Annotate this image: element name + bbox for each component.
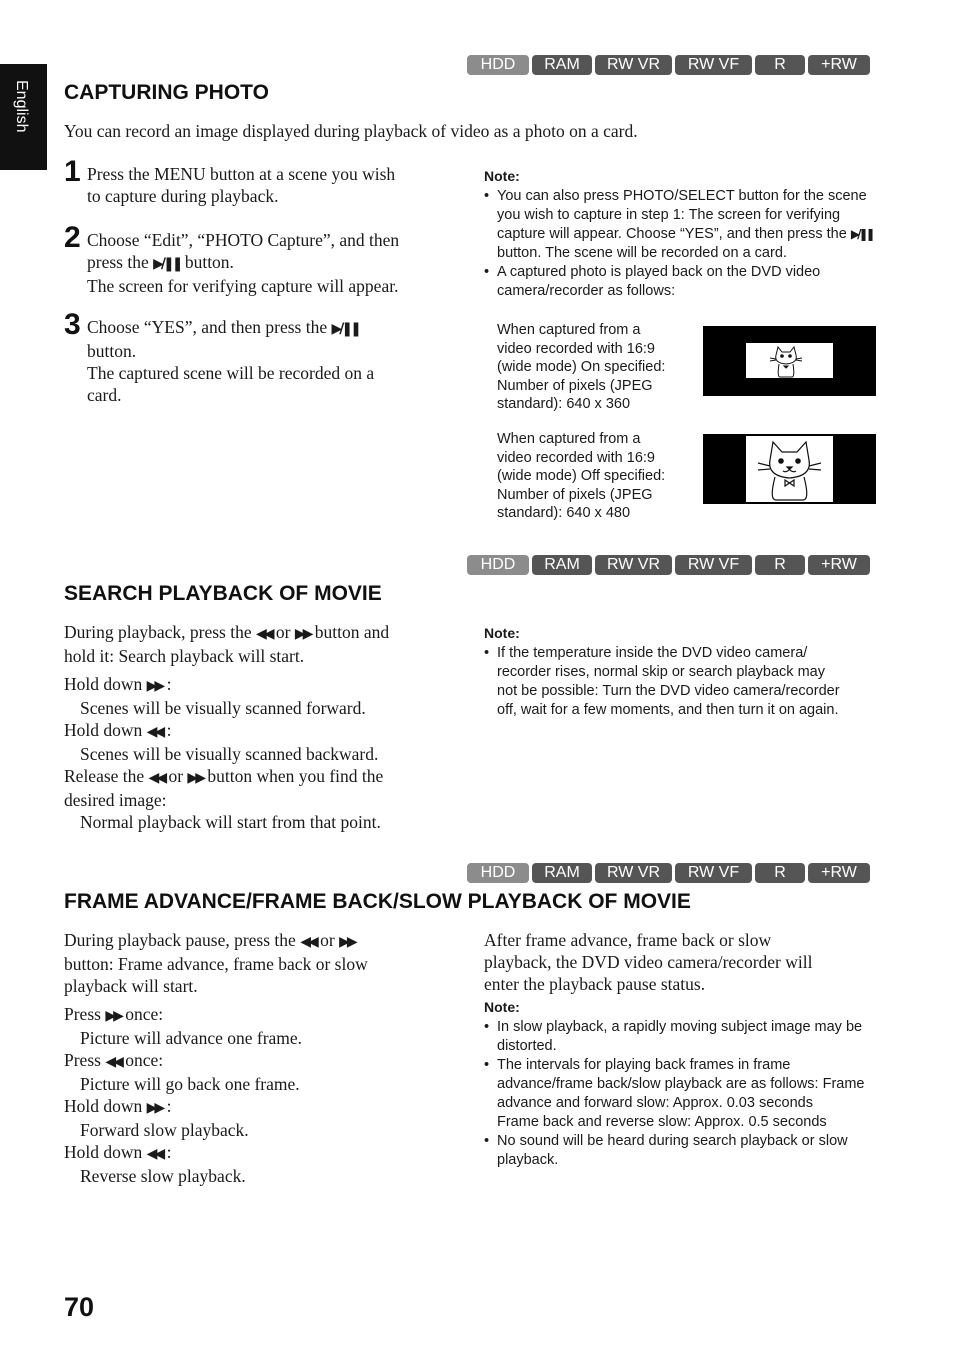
step-text-line: press the xyxy=(87,252,154,272)
badge-rw-vr: RW VR xyxy=(595,863,672,883)
step-text-line: Press the MENU button at a scene you wish xyxy=(87,164,396,184)
case-text: When captured from a xyxy=(497,431,641,447)
case-text: (wide mode) Off specified: xyxy=(497,468,666,484)
badge-plus-rw: +RW xyxy=(808,555,870,575)
note-text: recorder rises, normal skip or search playback may xyxy=(497,664,825,680)
body-text: button and xyxy=(310,622,390,642)
body-text: : xyxy=(162,1096,172,1116)
note-item: • No sound will be heard during search playback or slow playback. xyxy=(484,1132,876,1170)
page-number: 70 xyxy=(64,1292,95,1322)
rewind-icon: ◀◀ xyxy=(300,934,316,950)
section-title-frame-advance: FRAME ADVANCE/FRAME BACK/SLOW PLAYBACK OF MOVIE xyxy=(64,890,691,913)
badge-hdd: HDD xyxy=(467,55,529,75)
body-text: During playback, press the xyxy=(64,622,256,642)
badge-r: R xyxy=(755,863,805,883)
fast-forward-icon: ▶▶ xyxy=(187,770,203,786)
case-text: (wide mode) On specified: xyxy=(497,359,666,375)
body-text: Scenes will be visually scanned forward. xyxy=(80,698,366,718)
capturing-intro: You can record an image displayed during playback of video as a photo on a card. xyxy=(64,121,638,141)
media-badges-1 xyxy=(467,55,870,75)
note-item: • In slow playback, a rapidly moving subject image may be distorted. xyxy=(484,1018,876,1056)
rewind-icon: ◀◀ xyxy=(148,770,165,786)
step-number: 1 xyxy=(64,155,81,188)
step-text-line: card. xyxy=(87,385,122,405)
note-text: off, wait for a few moments, and then turn it on again. xyxy=(497,702,839,718)
badge-ram: RAM xyxy=(532,555,592,575)
body-text: playback will start. xyxy=(64,976,198,996)
fast-forward-icon: ▶▶ xyxy=(146,1100,163,1116)
fast-forward-icon: ▶▶ xyxy=(105,1008,121,1024)
body-text: button when you find the xyxy=(202,766,384,786)
note-text: camera/recorder as follows: xyxy=(497,283,676,299)
body-text: During playback pause, press the xyxy=(64,930,301,950)
body-text: or xyxy=(164,766,188,786)
media-badges-2 xyxy=(467,555,870,575)
body-text: Hold down xyxy=(64,1096,147,1116)
badge-ram: RAM xyxy=(532,863,592,883)
step-number: 2 xyxy=(64,221,81,254)
case-text: When captured from a xyxy=(497,322,641,338)
badge-r: R xyxy=(755,55,805,75)
rewind-icon: ◀◀ xyxy=(146,724,163,740)
badge-hdd: HDD xyxy=(467,555,529,575)
play-pause-icon: ▶/❚❚ xyxy=(153,256,181,272)
cat-image-large xyxy=(746,436,833,502)
play-pause-icon: ▶/❚❚ xyxy=(850,227,873,241)
case-text: Number of pixels (JPEG xyxy=(497,486,653,503)
step-text-line: to capture during playback. xyxy=(87,186,279,206)
section-title-capturing-photo: CAPTURING PHOTO xyxy=(64,81,269,104)
rewind-icon: ◀◀ xyxy=(255,626,272,642)
search-playback-body xyxy=(64,621,464,833)
step-text-line: The screen for verifying capture will appear. xyxy=(87,276,399,296)
step-text-line: button. xyxy=(180,252,234,272)
language-tab xyxy=(0,64,47,170)
note-label: Note: xyxy=(484,999,520,1015)
frame-notes xyxy=(484,1018,876,1170)
body-text: Picture will go back one frame. xyxy=(80,1074,300,1094)
fast-forward-icon: ▶▶ xyxy=(146,678,163,694)
badge-rw-vf: RW VF xyxy=(675,555,752,575)
fast-forward-icon: ▶▶ xyxy=(339,934,355,950)
step-number: 3 xyxy=(64,308,81,341)
note-text: You can also press PHOTO/SELECT button for the scene you wish to capture in step 1: The screen for verifying capture will appear. Choose “YES”, and then press the xyxy=(497,188,867,242)
body-text: Reverse slow playback. xyxy=(80,1166,246,1186)
badge-r: R xyxy=(755,555,805,575)
note-label: Note: xyxy=(484,625,520,641)
badge-rw-vr: RW VR xyxy=(595,555,672,575)
body-text: Forward slow playback. xyxy=(80,1120,249,1140)
body-text: Hold down xyxy=(64,674,147,694)
note-label: Note: xyxy=(484,168,520,184)
frame-advance-right-text xyxy=(484,929,876,995)
case-text: video recorded with 16:9 xyxy=(497,340,655,357)
body-text: once: xyxy=(120,1050,164,1070)
body-text: Normal playback will start from that point. xyxy=(80,812,381,832)
note-text: not be possible: Turn the DVD video camera/recorder xyxy=(497,683,840,699)
note-text: The intervals for playing back frames in frame advance/frame back/slow playback are as follows: Frame advance and forward slow: Approx. 0.03 seconds xyxy=(497,1057,865,1111)
search-notes xyxy=(484,644,876,720)
badge-rw-vf: RW VF xyxy=(675,863,752,883)
play-pause-icon: ▶/❚❚ xyxy=(331,321,359,337)
note-item xyxy=(484,263,876,301)
case-text: standard): 640 x 480 xyxy=(497,505,631,521)
body-text: Picture will advance one frame. xyxy=(80,1028,303,1048)
case-text: video recorded with 16:9 xyxy=(497,449,655,466)
badge-rw-vr: RW VR xyxy=(595,55,672,75)
step-text-line: button. xyxy=(87,341,137,361)
body-text: enter the playback pause status. xyxy=(484,974,706,994)
note-text: Frame back and reverse slow: Approx. 0.5 seconds xyxy=(497,1114,827,1130)
badge-plus-rw: +RW xyxy=(808,55,870,75)
rewind-icon: ◀◀ xyxy=(146,1146,163,1162)
badge-ram: RAM xyxy=(532,55,592,75)
step-1 xyxy=(64,155,454,207)
cat-icon xyxy=(746,343,833,378)
badge-hdd: HDD xyxy=(467,863,529,883)
body-text: : xyxy=(162,674,172,694)
body-text: hold it: Search playback will start. xyxy=(64,646,305,666)
body-text: or xyxy=(271,622,295,642)
body-text: After frame advance, frame back or slow xyxy=(484,930,772,950)
badge-plus-rw: +RW xyxy=(808,863,870,883)
case-16-9-on xyxy=(497,321,665,414)
step-3 xyxy=(64,308,454,406)
body-text: Hold down xyxy=(64,1142,147,1162)
rewind-icon: ◀◀ xyxy=(105,1054,121,1070)
thumbnail-640x480 xyxy=(703,434,876,504)
cat-image-small xyxy=(746,343,833,378)
body-text: Scenes will be visually scanned backward. xyxy=(80,744,379,764)
badge-rw-vf: RW VF xyxy=(675,55,752,75)
body-text: playback, the DVD video camera/recorder will xyxy=(484,952,813,972)
step-text-line: Choose “YES”, and then press the xyxy=(87,317,332,337)
note-text: • If the temperature inside the DVD video camera/ xyxy=(497,645,808,661)
note-item xyxy=(484,644,876,720)
note-text: • A captured photo is played back on the DVD video xyxy=(497,264,821,280)
capture-notes xyxy=(484,187,876,301)
section-title-search-playback: SEARCH PLAYBACK OF MOVIE xyxy=(64,582,382,605)
step-text-line: The captured scene will be recorded on a xyxy=(87,363,375,383)
step-2 xyxy=(64,221,454,297)
body-text: button: Frame advance, frame back or slow xyxy=(64,954,368,974)
body-text: Release the xyxy=(64,766,149,786)
fast-forward-icon: ▶▶ xyxy=(294,626,311,642)
thumbnail-640x360 xyxy=(703,326,876,396)
frame-advance-body xyxy=(64,929,464,1187)
body-text: Press xyxy=(64,1004,106,1024)
body-text: : xyxy=(162,720,172,740)
body-text: once: xyxy=(120,1004,164,1024)
body-text: desired image: xyxy=(64,790,167,810)
case-text: Number of pixels (JPEG xyxy=(497,377,653,394)
body-text: : xyxy=(162,1142,172,1162)
note-item xyxy=(484,1056,876,1132)
step-text-line: Choose “Edit”, “PHOTO Capture”, and then xyxy=(87,230,400,250)
case-text: standard): 640 x 360 xyxy=(497,396,631,412)
media-badges-3 xyxy=(467,863,870,883)
note-text: button. The scene will be recorded on a card. xyxy=(497,245,787,261)
body-text: Hold down xyxy=(64,720,147,740)
note-item xyxy=(484,187,876,263)
body-text: or xyxy=(315,930,340,950)
language-tab-label: English xyxy=(13,80,30,133)
body-text: Press xyxy=(64,1050,106,1070)
cat-icon xyxy=(746,436,833,502)
case-16-9-off xyxy=(497,430,665,523)
